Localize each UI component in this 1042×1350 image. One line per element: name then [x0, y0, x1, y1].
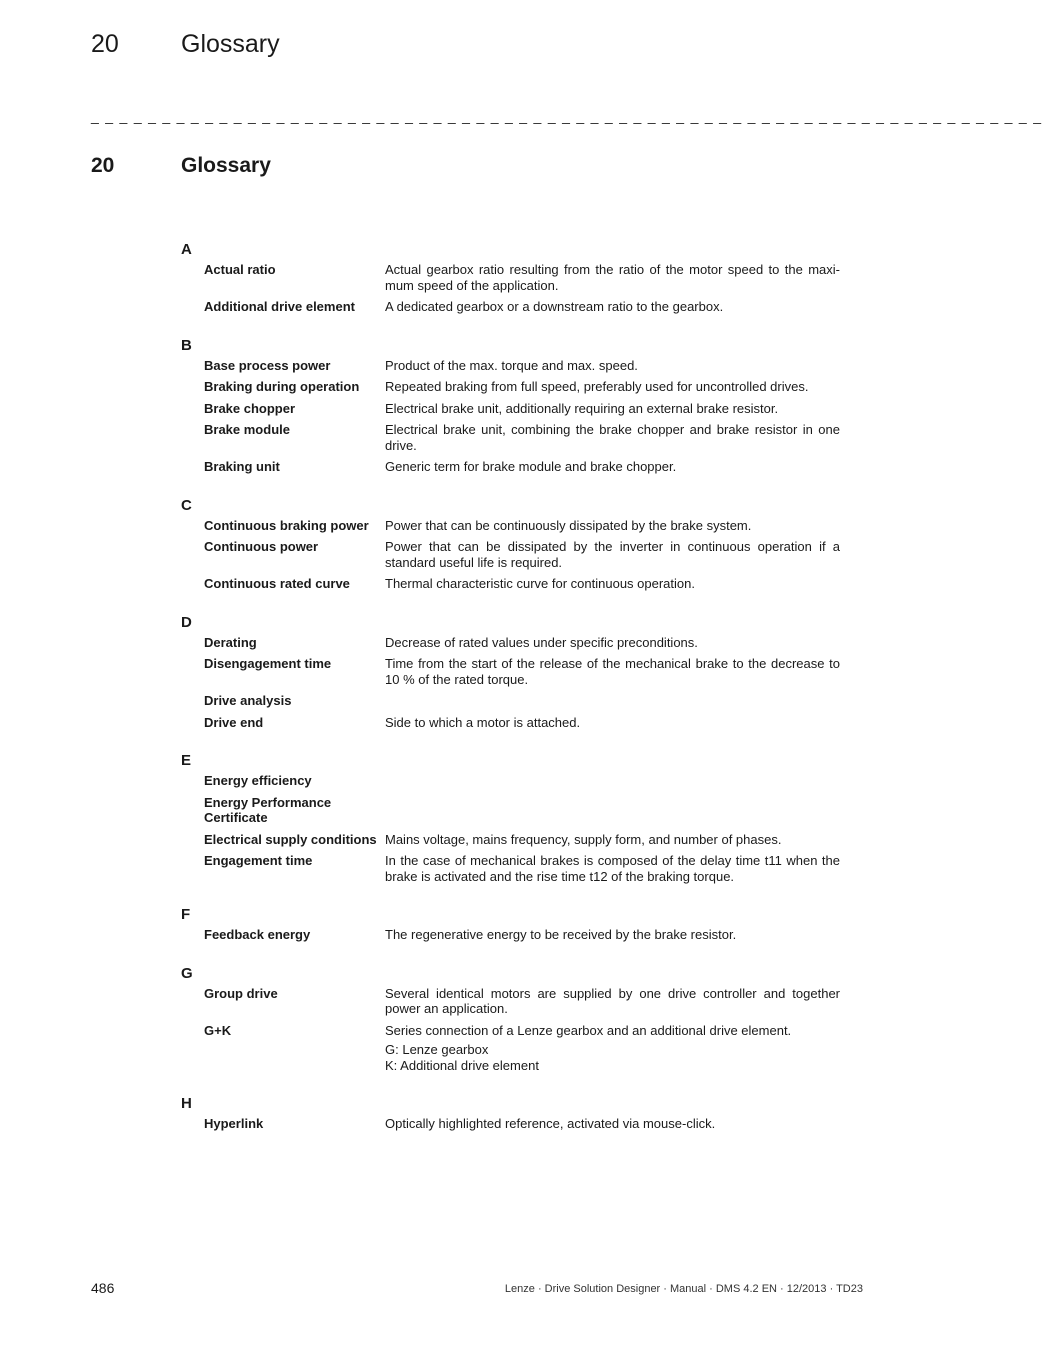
- glossary-definition: In the case of mechanical brakes is composed of the delay time t11 when the brake is activated and the rise time t12 of the braking torque.: [385, 853, 840, 884]
- glossary-term: Base process power: [204, 357, 331, 373]
- glossary-term: Brake module: [204, 422, 290, 437]
- glossary-term: Drive analysis: [204, 693, 292, 708]
- glossary-term: Group drive: [204, 985, 278, 1001]
- definition-block: [385, 379, 840, 395]
- glossary-term: Energy efficiency: [204, 773, 312, 788]
- glossary-term: Additional drive element: [204, 299, 355, 314]
- definition-block: [385, 576, 840, 592]
- section-letter: F: [181, 906, 191, 923]
- glossary-entry: [181, 539, 863, 570]
- definition-note: K: Additional drive element: [385, 1057, 539, 1073]
- chapter-number: 20: [91, 154, 115, 177]
- glossary-entry: [181, 773, 863, 789]
- section-letter: B: [181, 336, 192, 354]
- glossary-entry: [181, 422, 863, 453]
- glossary-entry: [181, 693, 863, 709]
- glossary-entry: [181, 795, 863, 826]
- definition-block: [385, 401, 840, 417]
- glossary-entry: [181, 401, 863, 417]
- glossary-term: Disengagement time: [204, 656, 332, 671]
- definition-block: [385, 518, 840, 534]
- glossary-definition: Power that can be continuously dissipated by the brake system.: [385, 517, 752, 533]
- definition-block: [385, 539, 840, 570]
- glossary-section: [181, 611, 863, 731]
- section-letter: A: [181, 241, 192, 258]
- glossary-definition: Power that can be dissipated by the inverter in continuous operation if a standard useful life is required.: [385, 539, 840, 570]
- glossary-definition: Mains voltage, mains frequency, supply form, and number of phases.: [385, 831, 782, 847]
- glossary-definition: Decrease of rated values under specific preconditions.: [385, 634, 698, 650]
- glossary-entry: [181, 1023, 863, 1074]
- definition-block: [385, 1023, 840, 1074]
- glossary-definition: Side to which a motor is attached.: [385, 714, 581, 730]
- definition-block: [385, 773, 840, 789]
- definition-note: G: Lenze gearbox: [385, 1042, 489, 1057]
- glossary-term: Engagement time: [204, 853, 313, 868]
- glossary-definition: Thermal characteristic curve for continuous operation.: [385, 576, 695, 591]
- glossary-definition: Electrical brake unit, additionally requiring an external brake resistor.: [385, 400, 779, 416]
- glossary-entry: [181, 986, 863, 1017]
- glossary-term: Braking unit: [204, 459, 280, 474]
- header-chapter-title: Glossary: [181, 30, 280, 58]
- glossary-term: Brake chopper: [204, 400, 296, 416]
- section-letter: E: [181, 752, 192, 769]
- glossary-entry: [181, 379, 863, 395]
- glossary-entry: [181, 576, 863, 592]
- section-letter: D: [181, 613, 192, 631]
- glossary-definition: Product of the max. torque and max. speed.: [385, 357, 638, 373]
- glossary-entry: [181, 832, 863, 848]
- glossary-term: G+K: [204, 1022, 232, 1038]
- glossary-section: [181, 749, 863, 884]
- glossary-term: Drive end: [204, 714, 264, 730]
- definition-block: [385, 715, 840, 731]
- glossary-term: Braking during operation: [204, 379, 360, 394]
- glossary-definition: A dedicated gearbox or a downstream ratio to the gearbox.: [385, 299, 724, 314]
- definition-block: [385, 299, 840, 315]
- glossary-term: Continuous braking power: [204, 517, 369, 533]
- glossary-term: Actual ratio: [204, 262, 276, 277]
- glossary-section: [181, 334, 863, 475]
- definition-block: [385, 635, 840, 651]
- definition-block: [385, 795, 840, 826]
- section-letter: H: [181, 1095, 192, 1112]
- glossary-term: Feedback energy: [204, 927, 311, 942]
- section-letter: G: [181, 964, 193, 982]
- header-chapter-number: 20: [91, 30, 119, 58]
- header-divider: _ _ _ _ _ _ _ _ _ _ _ _ _ _ _ _ _ _ _ _ _ _ _ _ _ _ _ _ _ _ _ _ _ _ _ _ _ _ _ _ _ _ _ _ _ _ _ _ _ _ _ _ _ _ _ _ _ _ _ _ _ _ _ _ _ _ _: [91, 108, 1042, 124]
- glossary-definition: Optically highlighted reference, activated via mouse-click.: [385, 1116, 716, 1131]
- chapter-title: Glossary: [181, 154, 271, 177]
- glossary-term: Hyperlink: [204, 1116, 264, 1131]
- page-number: 486: [91, 1280, 115, 1296]
- glossary-definition: Actual gearbox ratio resulting from the ratio of the motor speed to the maxi-mum speed of the application.: [385, 262, 840, 293]
- glossary-term: Energy Performance Certificate: [204, 794, 332, 825]
- definition-block: [385, 656, 840, 687]
- glossary-section: [181, 238, 863, 315]
- glossary-section: [181, 1092, 863, 1132]
- glossary-section: [181, 962, 863, 1074]
- glossary-entry: [181, 656, 863, 687]
- glossary-entry: [181, 358, 863, 374]
- definition-block: [385, 853, 840, 884]
- definition-block: [385, 927, 840, 943]
- glossary-definition: The regenerative energy to be received by the brake resistor.: [385, 927, 737, 942]
- glossary-definition: Generic term for brake module and brake chopper.: [385, 459, 677, 474]
- glossary-term: Continuous rated curve: [204, 576, 350, 591]
- glossary-definition: Series connection of a Lenze gearbox and an additional drive element.: [385, 1022, 792, 1038]
- footer-doc-info: Lenze · Drive Solution Designer · Manual · DMS 4.2 EN · 12/2013 · TD23: [504, 1283, 863, 1295]
- section-letter: C: [181, 496, 192, 514]
- glossary-entry: [181, 635, 863, 651]
- definition-block: [385, 986, 840, 1017]
- glossary-entry: [181, 518, 863, 534]
- glossary-section: [181, 903, 863, 943]
- glossary-entry: [181, 459, 863, 475]
- glossary-entry: [181, 299, 863, 315]
- definition-block: [385, 422, 840, 453]
- glossary-definition: Electrical brake unit, combining the brake chopper and brake resistor in one drive.: [385, 422, 840, 453]
- glossary-list: [181, 238, 863, 1151]
- definition-block: [385, 832, 840, 848]
- definition-block: [385, 358, 840, 374]
- glossary-entry: [181, 262, 863, 293]
- definition-block: [385, 1116, 840, 1132]
- glossary-section: [181, 494, 863, 592]
- definition-block: [385, 262, 840, 293]
- glossary-entry: [181, 853, 863, 884]
- glossary-term: Continuous power: [204, 539, 319, 554]
- glossary-term: Derating: [204, 634, 257, 650]
- glossary-definition: Time from the start of the release of the mechanical brake to the decrease to 10 % of the rated torque.: [385, 656, 840, 687]
- glossary-entry: [181, 715, 863, 731]
- glossary-term: Electrical supply conditions: [204, 831, 377, 847]
- definition-block: [385, 693, 840, 709]
- definition-block: [385, 459, 840, 475]
- glossary-entry: [181, 927, 863, 943]
- glossary-definition: Several identical motors are supplied by one drive controller and together power an application.: [385, 985, 840, 1016]
- glossary-entry: [181, 1116, 863, 1132]
- glossary-definition: Repeated braking from full speed, preferably used for uncontrolled drives.: [385, 379, 809, 394]
